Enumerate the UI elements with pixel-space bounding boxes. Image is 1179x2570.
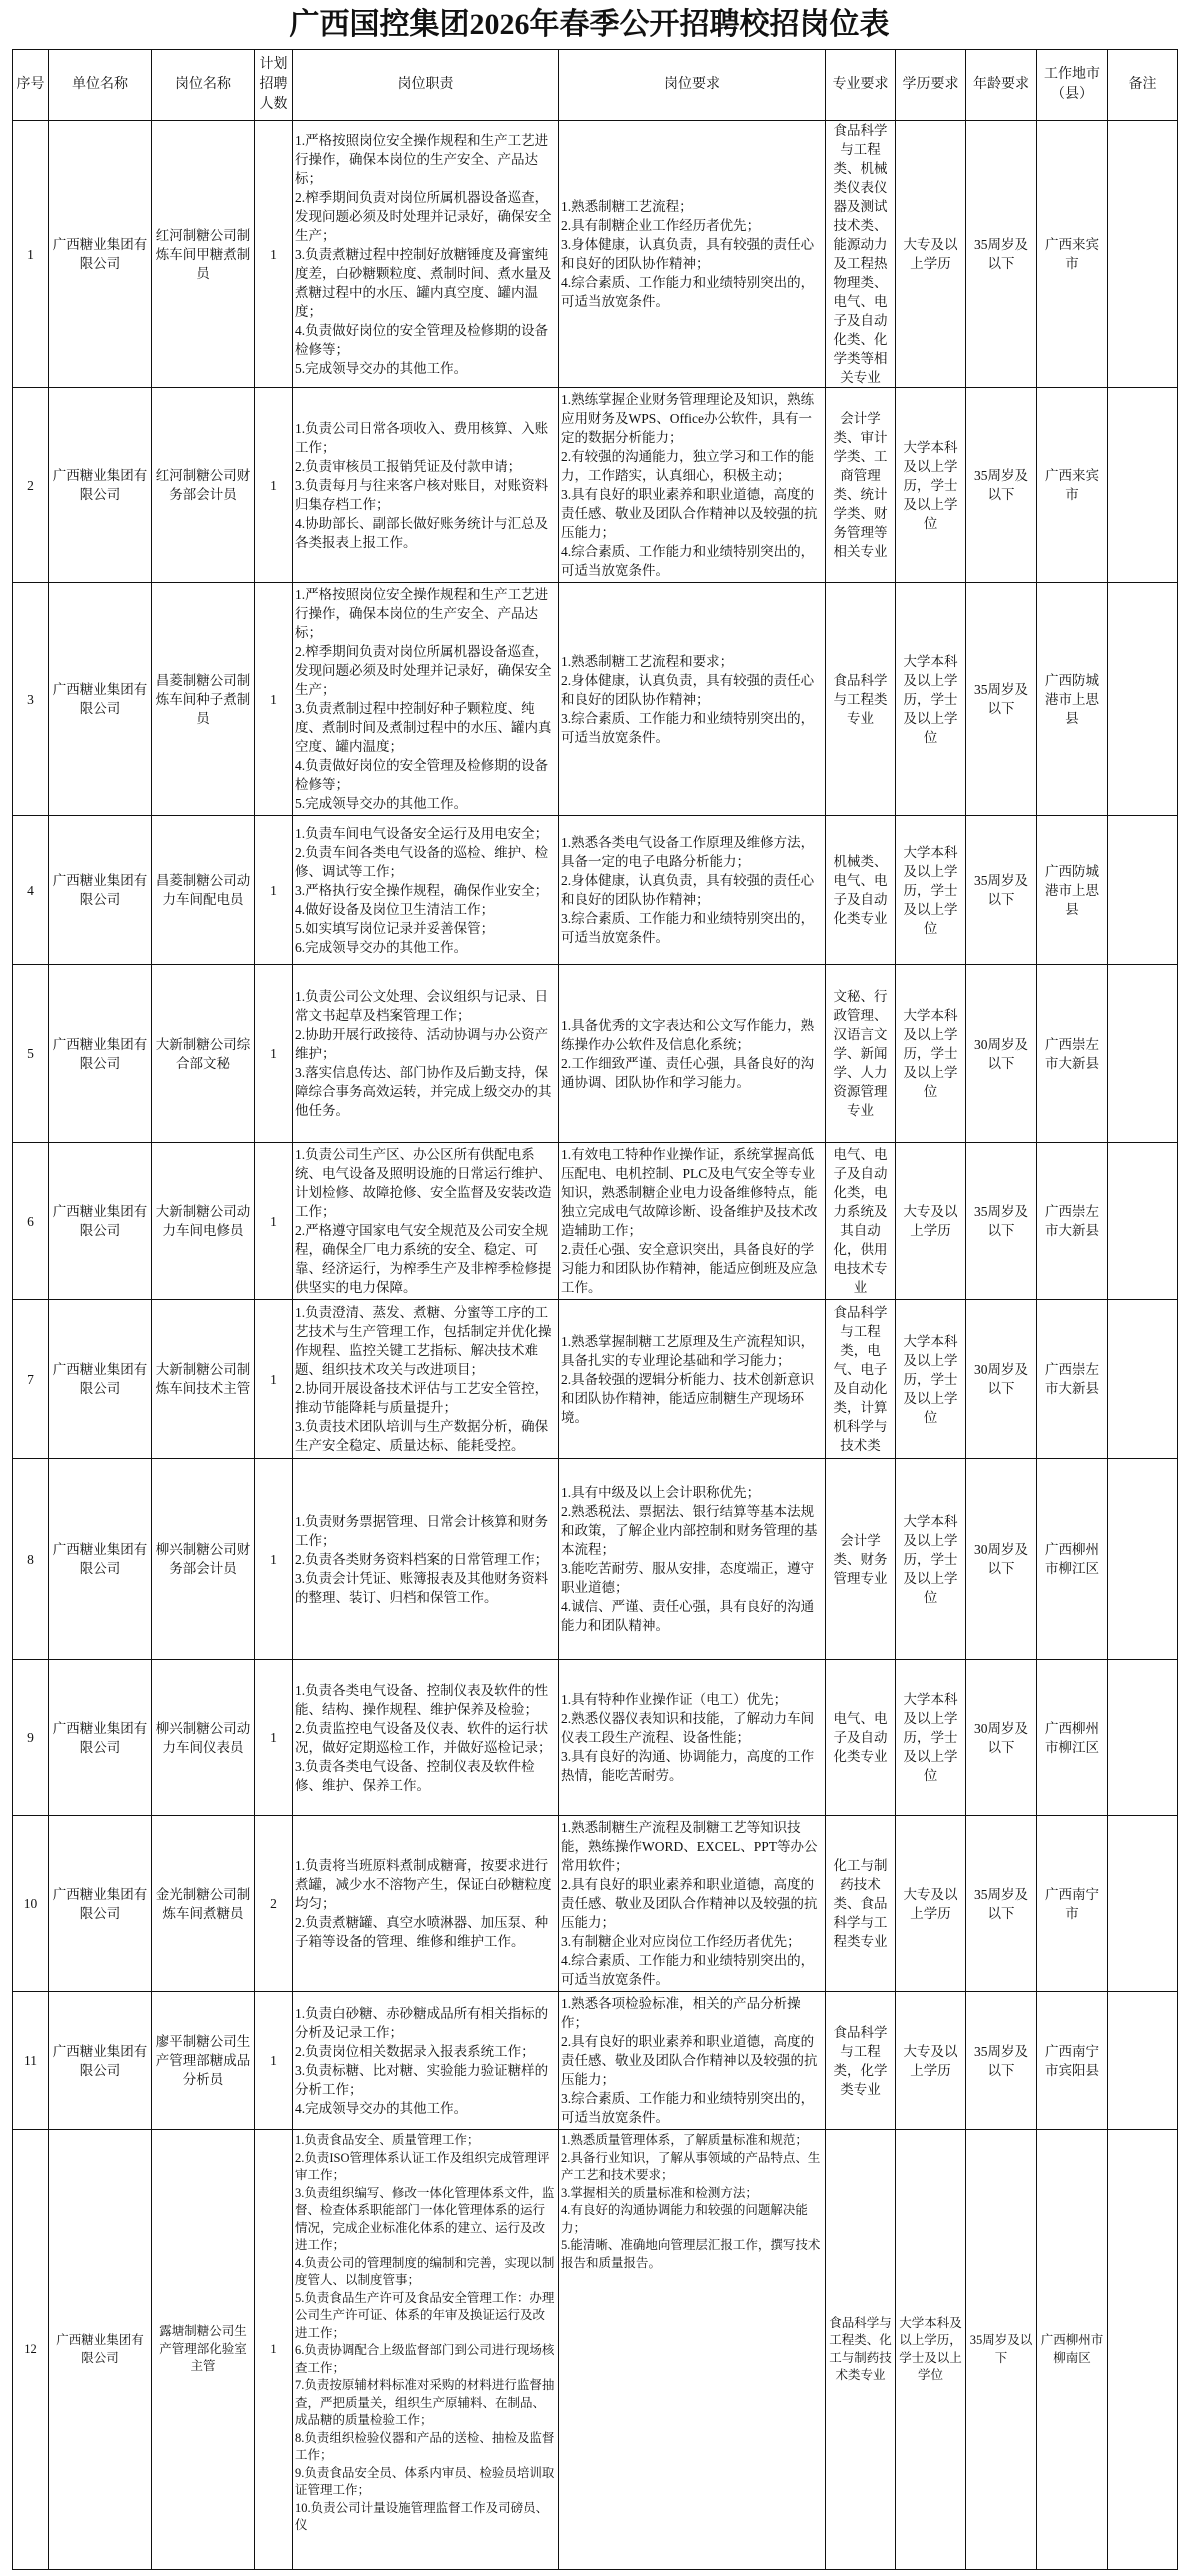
cell-requirements-item: 3.综合素质、工作能力和业绩特别突出的，可适当放宽条件。	[561, 911, 815, 945]
cell-post: 柳兴制糖公司动力车间仪表员	[152, 1660, 255, 1816]
cell-post: 红河制糖公司财务部会计员	[152, 388, 255, 583]
cell-duties-item: 1.负责公司公文处理、会议组织与记录、日常文书起草及档案管理工作；	[295, 989, 549, 1023]
cell-duties-item: 6.完成领导交办的其他工作。	[295, 939, 468, 955]
header-unit: 单位名称	[49, 50, 152, 121]
cell-location: 广西来宾市	[1037, 121, 1108, 388]
cell-requirements-item: 2.熟悉仪器仪表知识和技能，了解动力车间仪表工段生产流程、设备性能；	[561, 1711, 815, 1745]
cell-education: 大学本科及以上学历，学士及以上学位	[896, 2130, 966, 2570]
header-duties: 岗位职责	[293, 50, 559, 121]
cell-duties-item: 5.完成领导交办的其他工作。	[295, 796, 468, 811]
table-row	[13, 1300, 1178, 1459]
cell-requirements-item: 1.熟悉各类电气设备工作原理及维修方法，具备一定的电子电路分析能力；	[561, 835, 815, 869]
cell-duties-item: 2.负责ISO管理体系认证工作及组织完成管理评审工作；	[295, 2150, 550, 2182]
cell-unit: 广西糖业集团有限公司	[49, 2130, 152, 2570]
cell-post: 红河制糖公司制炼车间甲糖煮制员	[152, 121, 255, 388]
cell-duties-item: 3.严格执行安全操作规程，确保作业安全；	[295, 882, 549, 898]
cell-requirements-item: 3.综合素质、工作能力和业绩特别突出的，可适当放宽条件。	[561, 2091, 815, 2125]
cell-requirements-item: 2.具有制糖企业工作经历者优先；	[561, 218, 761, 233]
cell-education: 大学本科及以上学历，学士及以上学位	[896, 965, 966, 1143]
cell-count: 1	[255, 1660, 293, 1816]
cell-seq: 4	[13, 816, 49, 965]
cell-requirements-item: 2.责任心强、安全意识突出，具备良好的学习能力和团队协作精神，能适应倒班及应急工作。	[561, 1242, 818, 1295]
cell-post: 大新制糖公司综合部文秘	[152, 965, 255, 1143]
cell-count: 1	[255, 1992, 293, 2130]
cell-duties-item: 2.协同开展设备技术评估与工艺安全管控，推动节能降耗与质量提升；	[295, 1381, 549, 1415]
cell-requirements-item: 1.具有特种作业操作证（电工）优先；	[561, 1692, 788, 1707]
cell-major: 食品科学与工程类，电气、电子及自动化类，计算机科学与技术类	[826, 1300, 896, 1459]
table-row	[13, 1992, 1178, 2130]
cell-remark	[1108, 388, 1178, 583]
cell-requirements	[559, 1992, 826, 2130]
cell-education: 大专及以上学历	[896, 1143, 966, 1300]
cell-location: 广西崇左市大新县	[1037, 1300, 1108, 1459]
cell-major: 食品科学与工程类专业	[826, 583, 896, 816]
cell-duties-item: 2.榨季期间负责对岗位所属机器设备巡查，发现问题必须及时处理并记录好，确保安全生产；	[295, 644, 552, 697]
header-age: 年龄要求	[966, 50, 1037, 121]
header-location: 工作地市（县）	[1037, 50, 1108, 121]
cell-requirements-item: 2.具备较强的逻辑分析能力、技术创新意识和团队协作精神，能适应制糖生产现场环境。	[561, 1371, 815, 1425]
cell-remark	[1108, 583, 1178, 816]
cell-duties-item: 1.负责公司生产区、办公区所有供配电系统、电气设备及照明设施的日常运行维护、计划检修、故障抢修、安全监督及安装改造工作；	[295, 1147, 552, 1219]
cell-education: 大专及以上学历	[896, 1992, 966, 2130]
cell-count: 1	[255, 1143, 293, 1300]
cell-education: 大学本科及以上学历，学士及以上学位	[896, 1660, 966, 1816]
cell-duties-item: 1.负责将当班原料煮制成糖膏，按要求进行煮罐，减少水不溶物产生，保证白砂糖粒度均匀；	[295, 1858, 552, 1911]
cell-seq: 9	[13, 1660, 49, 1816]
cell-education: 大学本科及以上学历，学士及以上学位	[896, 388, 966, 583]
cell-requirements-item: 2.工作细致严谨、责任心强，具备良好的沟通协调、团队协作和学习能力。	[561, 1055, 815, 1090]
cell-requirements-item: 5.能清晰、准确地向管理层汇报工作，撰写技术报告和质量报告。	[561, 2238, 821, 2270]
cell-duties-item: 4.负责公司的管理制度的编制和完善，实现以制度管人、以制度管事；	[295, 2255, 555, 2287]
cell-major: 化工与制药技术类、食品科学与工程类专业	[826, 1816, 896, 1992]
cell-requirements-item: 2.有较强的沟通能力，独立学习和工作的能力，工作踏实，认真细心，积极主动；	[561, 449, 815, 483]
cell-duties-item: 3.负责组织编写、修改一体化管理体系文件，监督、检查体系职能部门一体化管理体系的运行情况，完成企业标准化体系的建立、运行及改进工作；	[295, 2185, 555, 2252]
header-major: 专业要求	[826, 50, 896, 121]
table-row	[13, 1459, 1178, 1660]
cell-duties-item: 2.负责审核员工报销凭证及付款申请；	[295, 458, 522, 474]
cell-unit: 广西糖业集团有限公司	[49, 1816, 152, 1992]
table-row	[13, 1816, 1178, 1992]
cell-unit: 广西糖业集团有限公司	[49, 121, 152, 388]
cell-unit: 广西糖业集团有限公司	[49, 1992, 152, 2130]
header-remark: 备注	[1108, 50, 1178, 121]
cell-requirements-item: 1.熟悉制糖工艺流程；	[561, 199, 693, 214]
cell-duties-item: 2.协助开展行政接待、活动协调与办公资产维护；	[295, 1027, 549, 1061]
header-seq: 序号	[13, 50, 49, 121]
header-row	[13, 50, 1178, 121]
cell-requirements-item: 1.有效电工特种作业操作证，系统掌握高低压配电、电机控制、PLC及电气安全等专业知识，熟悉制糖企业电力设备维修特点，能独立完成电气故障诊断、设备维护及技术改造辅助工作；	[561, 1147, 818, 1238]
cell-requirements-item: 3.具有良好的职业素养和职业道德，高度的责任感、敬业及团队合作精神以及较强的抗压能力；	[561, 487, 818, 540]
cell-post: 大新制糖公司制炼车间技术主管	[152, 1300, 255, 1459]
cell-duties-item: 2.榨季期间负责对岗位所属机器设备巡查，发现问题必须及时处理并记录好，确保安全生产；	[295, 189, 552, 243]
cell-requirements	[559, 121, 826, 388]
cell-major: 机械类、电气、电子及自动化类专业	[826, 816, 896, 965]
cell-count: 2	[255, 1816, 293, 1992]
cell-major: 电气、电子及自动化类，电力系统及其自动化，供用电技术专业	[826, 1143, 896, 1300]
cell-requirements	[559, 965, 826, 1143]
cell-duties-item: 4.协助部长、副部长做好账务统计与汇总及各类报表上报工作。	[295, 515, 549, 550]
cell-remark	[1108, 1143, 1178, 1300]
cell-location: 广西防城港市上思县	[1037, 583, 1108, 816]
cell-requirements-item: 3.有制糖企业对应岗位工作经历者优先；	[561, 1934, 801, 1949]
header-count: 计划招聘人数	[255, 50, 293, 121]
cell-major: 文秘、行政管理、汉语言文学、新闻学、人力资源管理专业	[826, 965, 896, 1143]
cell-duties-item: 1.严格按照岗位安全操作规程和生产工艺进行操作，确保本岗位的生产安全、产品达标；	[295, 587, 549, 640]
cell-seq: 7	[13, 1300, 49, 1459]
table-row	[13, 816, 1178, 965]
cell-duties-item: 3.负责技术团队培训与生产数据分析，确保生产安全稳定、质量达标、能耗受控。	[295, 1419, 549, 1453]
cell-unit: 广西糖业集团有限公司	[49, 816, 152, 965]
cell-seq: 6	[13, 1143, 49, 1300]
cell-seq: 8	[13, 1459, 49, 1660]
positions-table	[12, 49, 1178, 2570]
cell-major: 电气、电子及自动化类专业	[826, 1660, 896, 1816]
cell-requirements-item: 1.熟悉各项检验标准，相关的产品分析操作；	[561, 1996, 801, 2030]
cell-age: 35周岁及以下	[966, 121, 1037, 388]
cell-duties-item: 2.负责岗位相关数据录入报表系统工作；	[295, 2043, 535, 2059]
cell-remark	[1108, 1992, 1178, 2130]
cell-education: 大专及以上学历	[896, 121, 966, 388]
cell-requirements-item: 2.身体健康，认真负责，具有较强的责任心和良好的团队协作精神；	[561, 873, 815, 907]
cell-duties-item: 7.负责按原辅材料标准对采购的材料进行监督抽查，严把质量关，组织生产原辅料、在制品、成品糖的质量检验工作；	[295, 2378, 555, 2427]
cell-post: 廖平制糖公司生产管理部糖成品分析员	[152, 1992, 255, 2130]
cell-requirements	[559, 1143, 826, 1300]
cell-requirements-item: 2.身体健康，认真负责，具有较强的责任心和良好的团队协作精神；	[561, 672, 815, 707]
cell-duties-item: 1.负责各类电气设备、控制仪表及软件的性能、结构、操作规程、维护保养及检验；	[295, 1682, 549, 1717]
cell-location: 广西柳州市柳南区	[1037, 2130, 1108, 2570]
table-row	[13, 388, 1178, 583]
cell-duties	[293, 1459, 559, 1660]
cell-duties-item: 8.负责组织检验仪器和产品的送检、抽检及监督工作；	[295, 2430, 555, 2462]
cell-count: 1	[255, 2130, 293, 2570]
cell-age: 35周岁及以下	[966, 1143, 1037, 1300]
cell-age: 30周岁及以下	[966, 1300, 1037, 1459]
cell-requirements	[559, 1816, 826, 1992]
cell-duties-item: 2.严格遵守国家电气安全规范及公司安全规程，确保全厂电力系统的安全、稳定、可靠、经济运行，为榨季生产及非榨季检修提供坚实的电力保障。	[295, 1223, 552, 1295]
cell-major: 食品科学与工程类、化工与制药技术类专业	[826, 2130, 896, 2570]
cell-unit: 广西糖业集团有限公司	[49, 1660, 152, 1816]
cell-duties-item: 4.完成领导交办的其他工作。	[295, 2100, 468, 2116]
cell-duties-item: 2.负责监控电气设备及仪表、软件的运行状况，做好定期巡检工作，并做好巡检记录；	[295, 1720, 552, 1755]
cell-duties	[293, 965, 559, 1143]
cell-major: 会计学类、财务管理专业	[826, 1459, 896, 1660]
table-body	[13, 121, 1178, 2570]
cell-requirements-item: 1.熟悉掌握制糖工艺原理及生产流程知识，具备扎实的专业理论基础和学习能力；	[561, 1333, 815, 1368]
cell-post: 露塘制糖公司生产管理部化验室主管	[152, 2130, 255, 2570]
cell-duties	[293, 816, 559, 965]
cell-requirements-item: 3.综合素质、工作能力和业绩特别突出的，可适当放宽条件。	[561, 710, 815, 745]
cell-duties-item: 1.严格按照岗位安全操作规程和生产工艺进行操作，确保本岗位的生产安全、产品达标；	[295, 132, 549, 186]
cell-requirements-item: 1.具有中级及以上会计职称优先；	[561, 1485, 761, 1500]
cell-post: 大新制糖公司动力车间电修员	[152, 1143, 255, 1300]
cell-duties-item: 1.负责车间电气设备安全运行及用电安全；	[295, 825, 549, 841]
cell-unit: 广西糖业集团有限公司	[49, 1143, 152, 1300]
cell-education: 大学本科及以上学历，学士及以上学位	[896, 1300, 966, 1459]
cell-education: 大专及以上学历	[896, 1816, 966, 1992]
cell-requirements	[559, 388, 826, 583]
cell-unit: 广西糖业集团有限公司	[49, 965, 152, 1143]
cell-requirements-item: 1.具备优秀的文字表达和公文写作能力，熟练操作办公软件及信息化系统；	[561, 1017, 815, 1052]
cell-duties-item: 1.负责财务票据管理、日常会计核算和财务工作；	[295, 1513, 549, 1548]
cell-age: 35周岁及以下	[966, 1992, 1037, 2130]
cell-requirements-item: 2.具有良好的职业素养和职业道德，高度的责任感、敬业及团队合作精神以及较强的抗压能力；	[561, 2034, 818, 2087]
cell-requirements	[559, 1300, 826, 1459]
cell-duties	[293, 2130, 559, 2570]
cell-duties-item: 4.负责做好岗位的安全管理及检修期的设备检修等；	[295, 322, 549, 357]
cell-seq: 5	[13, 965, 49, 1143]
cell-duties-item: 3.落实信息传达、部门协作及后勤支持，保障综合事务高效运转，并完成上级交办的其他任务。	[295, 1065, 552, 1118]
cell-requirements-item: 3.掌握相关的质量标准和检测方法；	[561, 2185, 758, 2200]
cell-unit: 广西糖业集团有限公司	[49, 1459, 152, 1660]
cell-education: 大学本科及以上学历，学士及以上学位	[896, 1459, 966, 1660]
cell-requirements-item: 1.熟悉质量管理体系，了解质量标准和规范；	[561, 2133, 808, 2147]
cell-duties-item: 1.负责白砂糖、赤砂糖成品所有相关指标的分析及记录工作；	[295, 2005, 549, 2040]
cell-seq: 1	[13, 121, 49, 388]
cell-major: 食品科学与工程类、机械类仪表仪器及测试技术类、能源动力及工程热物理类、电气、电子及自动化类、化学类等相关专业	[826, 121, 896, 388]
cell-duties-item: 3.负责标糖、比对糖、实验能力验证糖样的分析工作；	[295, 2062, 549, 2097]
cell-duties-item: 5.完成领导交办的其他工作。	[295, 360, 468, 376]
cell-age: 35周岁及以下	[966, 816, 1037, 965]
cell-location: 广西柳州市柳江区	[1037, 1660, 1108, 1816]
cell-requirements	[559, 1660, 826, 1816]
cell-unit: 广西糖业集团有限公司	[49, 1300, 152, 1459]
cell-duties-item: 4.做好设备及岗位卫生清洁工作；	[295, 901, 495, 917]
cell-age: 30周岁及以下	[966, 965, 1037, 1143]
cell-age: 35周岁及以下	[966, 1816, 1037, 1992]
cell-age: 30周岁及以下	[966, 1660, 1037, 1816]
cell-requirements-item: 4.综合素质、工作能力和业绩特别突出的，可适当放宽条件。	[561, 1953, 815, 1987]
cell-remark	[1108, 965, 1178, 1143]
cell-post: 昌菱制糖公司制炼车间种子煮制员	[152, 583, 255, 816]
cell-requirements-item: 4.诚信、严谨、责任心强，具有良好的沟通能力和团队精神。	[561, 1599, 815, 1633]
cell-remark	[1108, 2130, 1178, 2570]
cell-remark	[1108, 1816, 1178, 1992]
cell-remark	[1108, 1459, 1178, 1660]
cell-duties-item: 5.负责食品生产许可及食品安全管理工作：办理公司生产许可证、体系的年审及换证运行及改进工作；	[295, 2290, 555, 2340]
cell-duties-item: 2.负责车间各类电气设备的巡检、维护、检修、调试等工作；	[295, 844, 549, 879]
header-post: 岗位名称	[152, 50, 255, 121]
cell-requirements	[559, 1459, 826, 1660]
cell-requirements-item: 3.身体健康，认真负责，具有较强的责任心和良好的团队协作精神；	[561, 237, 815, 271]
cell-location: 广西崇左市大新县	[1037, 965, 1108, 1143]
page-title: 广西国控集团2026年春季公开招聘校招岗位表	[289, 8, 890, 41]
cell-post: 金光制糖公司制炼车间煮糖员	[152, 1816, 255, 1992]
cell-location: 广西崇左市大新县	[1037, 1143, 1108, 1300]
cell-age: 35周岁及以下	[966, 388, 1037, 583]
cell-seq: 12	[13, 2130, 49, 2570]
cell-location: 广西南宁市宾阳县	[1037, 1992, 1108, 2130]
cell-duties-item: 2.负责各类财务资料档案的日常管理工作；	[295, 1551, 549, 1567]
cell-unit: 广西糖业集团有限公司	[49, 388, 152, 583]
cell-remark	[1108, 121, 1178, 388]
cell-location: 广西防城港市上思县	[1037, 816, 1108, 965]
cell-location: 广西柳州市柳江区	[1037, 1459, 1108, 1660]
cell-duties-item: 6.负责协调配合上级监督部门到公司进行现场核查工作；	[295, 2343, 555, 2375]
cell-major: 会计学类、审计学类、工商管理类、统计学类、财务管理等相关专业	[826, 388, 896, 583]
cell-duties-item: 1.负责公司日常各项收入、费用核算、入账工作；	[295, 420, 549, 455]
cell-requirements-item: 2.熟悉税法、票据法、银行结算等基本法规和政策，了解企业内部控制和财务管理的基本流程；	[561, 1504, 818, 1557]
cell-requirements-item: 2.具备行业知识，了解从事领域的产品特点、生产工艺和技术要求；	[561, 2150, 821, 2182]
cell-duties-item: 9.负责食品安全员、体系内审员、检验员培训取证管理工作；	[295, 2465, 555, 2497]
table-row	[13, 1143, 1178, 1300]
cell-seq: 3	[13, 583, 49, 816]
cell-age: 35周岁及以下	[966, 583, 1037, 816]
cell-seq: 2	[13, 388, 49, 583]
cell-duties	[293, 121, 559, 388]
cell-duties	[293, 1992, 559, 2130]
cell-remark	[1108, 1660, 1178, 1816]
cell-duties-item: 4.负责做好岗位的安全管理及检修期的设备检修等；	[295, 758, 549, 792]
cell-remark	[1108, 1300, 1178, 1459]
cell-duties-item: 3.负责煮糖过程中控制好放糖锤度及膏蜜纯度差，白砂糖颗粒度、煮制时间、煮水量及煮糖过程中的水压、罐内真空度、罐内温度；	[295, 246, 552, 319]
table-row	[13, 1660, 1178, 1816]
cell-post: 昌菱制糖公司动力车间配电员	[152, 816, 255, 965]
cell-duties	[293, 583, 559, 816]
cell-location: 广西来宾市	[1037, 388, 1108, 583]
cell-requirements	[559, 816, 826, 965]
table-row	[13, 583, 1178, 816]
cell-duties-item: 1.负责食品安全、质量管理工作；	[295, 2133, 480, 2147]
cell-duties	[293, 1816, 559, 1992]
cell-major: 食品科学与工程类，化学类专业	[826, 1992, 896, 2130]
cell-count: 1	[255, 583, 293, 816]
cell-count: 1	[255, 1300, 293, 1459]
cell-duties	[293, 388, 559, 583]
cell-duties-item: 3.负责每月与往来客户核对账目，对账资料归集存档工作；	[295, 477, 549, 512]
cell-requirements	[559, 583, 826, 816]
cell-unit: 广西糖业集团有限公司	[49, 583, 152, 816]
cell-count: 1	[255, 388, 293, 583]
cell-requirements-item: 1.熟练掌握企业财务管理理论及知识，熟练应用财务及WPS、Office办公软件，具有一定的数据分析能力；	[561, 392, 815, 445]
cell-duties-item: 3.负责煮制过程中控制好种子颗粒度、纯度、煮制时间及煮制过程中的水压、罐内真空度、罐内温度；	[295, 701, 552, 754]
cell-seq: 10	[13, 1816, 49, 1992]
cell-duties-item: 3.负责各类电气设备、控制仪表及软件检修、维护、保养工作。	[295, 1758, 535, 1793]
cell-count: 1	[255, 965, 293, 1143]
cell-post: 柳兴制糖公司财务部会计员	[152, 1459, 255, 1660]
cell-count: 1	[255, 121, 293, 388]
cell-requirements-item: 3.能吃苦耐劳、服从安排，态度端正，遵守职业道德；	[561, 1561, 815, 1595]
cell-requirements	[559, 2130, 826, 2570]
cell-duties-item: 1.负责澄清、蒸发、煮糖、分蜜等工序的工艺技术与生产管理工作，包括制定并优化操作规程、监控关键工艺指标、解决技术难题、组织技术攻关与改进项目；	[295, 1305, 552, 1377]
cell-location: 广西南宁市	[1037, 1816, 1108, 1992]
cell-duties	[293, 1143, 559, 1300]
cell-requirements-item: 4.综合素质、工作能力和业绩特别突出的，可适当放宽条件。	[561, 544, 815, 578]
cell-requirements-item: 3.具有良好的沟通、协调能力，高度的工作热情，能吃苦耐劳。	[561, 1749, 815, 1783]
cell-duties	[293, 1300, 559, 1459]
cell-seq: 11	[13, 1992, 49, 2130]
cell-duties-item: 10.负责公司计量设施管理监督工作及司磅员、仪	[295, 2500, 549, 2532]
cell-duties-item: 5.如实填写岗位记录并妥善保管；	[295, 920, 495, 936]
cell-requirements-item: 1.熟悉制糖生产流程及制糖工艺等知识技能，熟练操作WORD、EXCEL、PPT等办公常用软件；	[561, 1820, 818, 1873]
table-row	[13, 965, 1178, 1143]
cell-requirements-item: 2.具有良好的职业素养和职业道德，高度的责任感、敬业及团队合作精神以及较强的抗压能力；	[561, 1877, 818, 1930]
header-education: 学历要求	[896, 50, 966, 121]
cell-requirements-item: 4.有良好的沟通协调能力和较强的问题解决能力；	[561, 2203, 808, 2235]
cell-education: 大学本科及以上学历，学士及以上学位	[896, 583, 966, 816]
cell-age: 35周岁及以下	[966, 2130, 1037, 2570]
cell-duties-item: 3.负责会计凭证、账簿报表及其他财务资料的整理、装订、归档和保管工作。	[295, 1570, 549, 1605]
cell-requirements-item: 1.熟悉制糖工艺流程和要求；	[561, 653, 734, 669]
cell-education: 大学本科及以上学历，学士及以上学位	[896, 816, 966, 965]
cell-duties	[293, 1660, 559, 1816]
cell-count: 1	[255, 1459, 293, 1660]
cell-duties-item: 2.负责煮糖罐、真空水喷淋器、加压泵、种子箱等设备的管理、维修和维护工作。	[295, 1915, 549, 1949]
cell-count: 1	[255, 816, 293, 965]
table-row	[13, 121, 1178, 388]
header-requirements: 岗位要求	[559, 50, 826, 121]
cell-requirements-item: 4.综合素质、工作能力和业绩特别突出的，可适当放宽条件。	[561, 275, 815, 309]
cell-remark	[1108, 816, 1178, 965]
cell-age: 30周岁及以下	[966, 1459, 1037, 1660]
table-row	[13, 2130, 1178, 2570]
